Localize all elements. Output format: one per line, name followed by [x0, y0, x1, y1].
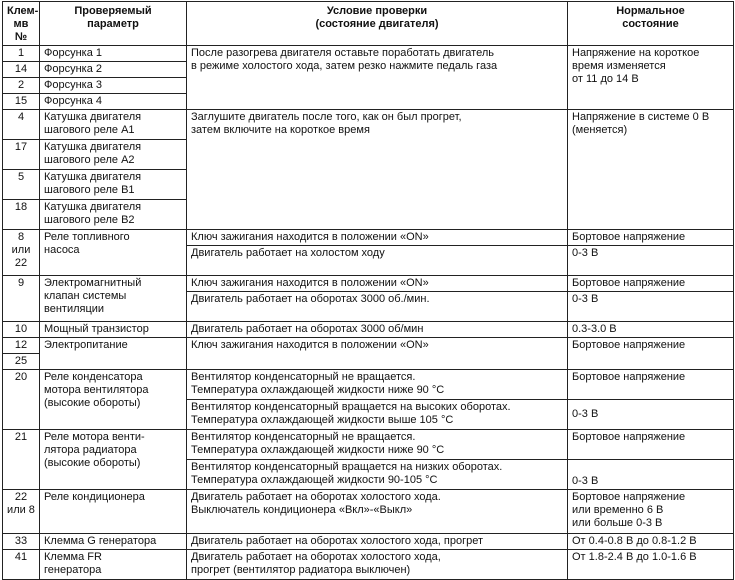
table-row — [3, 276, 734, 292]
norm-cell: 0-3 В — [568, 400, 734, 430]
norm-cell: Бортовое напряжение — [568, 276, 734, 292]
param-cell: Форсунка 4 — [40, 94, 187, 110]
pin-cell: 2 — [3, 78, 40, 94]
header-pin: Клем- мв № — [3, 2, 40, 46]
cond-cell: Заглушите двигатель после того, как он был прогрет, затем включите на короткое время — [187, 110, 568, 230]
pin-cell: 1 — [3, 46, 40, 62]
cond-cell: Двигатель работает на оборотах 3000 об./мин. — [187, 292, 568, 322]
pin-cell: 14 — [3, 62, 40, 78]
table-row — [3, 550, 734, 580]
table-row — [3, 430, 734, 460]
param-cell: Реле мотора венти- лятора радиатора (высокие обороты) — [40, 430, 187, 490]
norm-cell: Бортовое напряжение или временно 6 В или больше 0-3 В — [568, 490, 734, 534]
param-cell: Реле кондиционера — [40, 490, 187, 534]
header-norm: Нормальное состояние — [568, 2, 734, 46]
cond-cell: Двигатель работает на оборотах холостого хода, прогрет (вентилятор радиатора выключен) — [187, 550, 568, 580]
pin-cell: 10 — [3, 322, 40, 338]
norm-cell: Напряжение на короткое время изменяется от 11 до 14 В — [568, 46, 734, 110]
norm-cell: 0-3 В — [568, 246, 734, 276]
cond-cell: Ключ зажигания находится в положении «ON» — [187, 338, 568, 370]
pin-cell: 17 — [3, 140, 40, 170]
norm-cell: Бортовое напряжение — [568, 338, 734, 370]
cond-cell: Вентилятор конденсаторный вращается на низких оборотах. Температура охлаждающей жидкости 90-105 °С — [187, 460, 568, 490]
norm-cell: Бортовое напряжение — [568, 370, 734, 400]
cond-cell: Двигатель работает на оборотах 3000 об/мин — [187, 322, 568, 338]
table-row — [3, 370, 734, 400]
pin-cell: 15 — [3, 94, 40, 110]
norm-cell: Бортовое напряжение — [568, 230, 734, 246]
pin-cell: 41 — [3, 550, 40, 580]
table-row — [3, 46, 734, 62]
pin-cell: 21 — [3, 430, 40, 490]
param-cell: Катушка двигателя шагового реле А2 — [40, 140, 187, 170]
pin-cell: 9 — [3, 276, 40, 322]
norm-cell: 0-3 В — [568, 460, 734, 490]
pin-cell: 8 или 22 — [3, 230, 40, 276]
pin-cell: 18 — [3, 200, 40, 230]
norm-cell: 0.3-3.0 В — [568, 322, 734, 338]
norm-cell: Напряжение в системе 0 В (меняется) — [568, 110, 734, 230]
param-cell: Реле топливного насоса — [40, 230, 187, 276]
pin-cell: 4 — [3, 110, 40, 140]
param-cell: Клемма G генератора — [40, 534, 187, 550]
norm-cell: От 1.8-2.4 В до 1.0-1.6 В — [568, 550, 734, 580]
pin-cell: 12 — [3, 338, 40, 354]
table-row — [3, 534, 734, 550]
pin-cell: 33 — [3, 534, 40, 550]
pin-cell: 5 — [3, 170, 40, 200]
param-cell: Мощный транзистор — [40, 322, 187, 338]
ecu-pin-table — [2, 1, 734, 580]
pin-cell: 20 — [3, 370, 40, 430]
cond-cell: Двигатель работает на холостом ходу — [187, 246, 568, 276]
param-cell: Катушка двигателя шагового реле В2 — [40, 200, 187, 230]
pin-cell: 22 или 8 — [3, 490, 40, 534]
norm-cell: От 0.4-0.8 В до 0.8-1.2 В — [568, 534, 734, 550]
cond-cell: Ключ зажигания находится в положении «ON» — [187, 230, 568, 246]
header-param: Проверяемый параметр — [40, 2, 187, 46]
table-row — [3, 490, 734, 534]
param-cell: Катушка двигателя шагового реле В1 — [40, 170, 187, 200]
header-row — [3, 2, 734, 46]
param-cell: Клемма FR генератора — [40, 550, 187, 580]
param-cell: Форсунка 3 — [40, 78, 187, 94]
table-row — [3, 230, 734, 246]
param-cell: Форсунка 1 — [40, 46, 187, 62]
table-row — [3, 110, 734, 140]
norm-cell: 0-3 В — [568, 292, 734, 322]
cond-cell: После разогрева двигателя оставьте поработать двигатель в режиме холостого хода, затем резко нажмите педаль газа — [187, 46, 568, 110]
cond-cell: Вентилятор конденсаторный не вращается. Температура охлаждающей жидкости ниже 90 °С — [187, 370, 568, 400]
pin-cell: 25 — [3, 354, 40, 370]
param-cell: Реле конденсатора мотора вентилятора (высокие обороты) — [40, 370, 187, 430]
param-cell: Электропитание — [40, 338, 187, 370]
param-cell: Электромагнитный клапан системы вентиляции — [40, 276, 187, 322]
cond-cell: Вентилятор конденсаторный вращается на высоких оборотах. Температура охлаждающей жидкости выше 105 °С — [187, 400, 568, 430]
param-cell: Форсунка 2 — [40, 62, 187, 78]
header-cond: Условие проверки (состояние двигателя) — [187, 2, 568, 46]
norm-cell: Бортовое напряжение — [568, 430, 734, 460]
param-cell: Катушка двигателя шагового реле А1 — [40, 110, 187, 140]
cond-cell: Двигатель работает на оборотах холостого хода, прогрет — [187, 534, 568, 550]
table-row — [3, 338, 734, 354]
cond-cell: Двигатель работает на оборотах холостого хода. Выключатель кондиционера «Вкл»-«Выкл» — [187, 490, 568, 534]
table-row — [3, 322, 734, 338]
cond-cell: Ключ зажигания находится в положении «ON» — [187, 276, 568, 292]
cond-cell: Вентилятор конденсаторный не вращается. Температура охлаждающей жидкости ниже 90 °С — [187, 430, 568, 460]
